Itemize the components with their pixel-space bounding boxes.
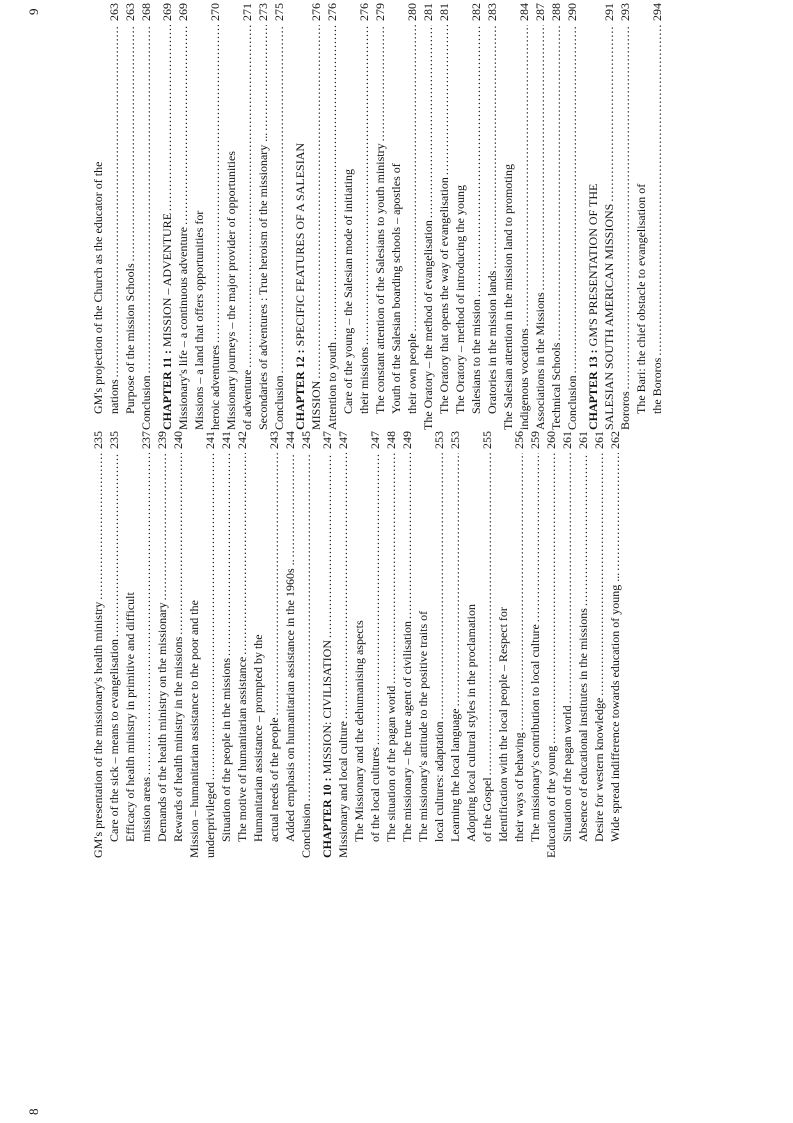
toc-entry-title: The missionary – the true agent of civilisation bbox=[400, 621, 414, 842]
dot-leader bbox=[308, 25, 324, 379]
toc-entry-title: GM's presentation of the missionary's health ministry bbox=[91, 601, 105, 858]
toc-entry-title: Adopting local cultural styles in the proclamation bbox=[464, 604, 478, 842]
toc-entry-title: MISSION bbox=[309, 380, 323, 430]
toc-entry-title: The motive of humanitarian assistance bbox=[235, 656, 249, 842]
dot-leader bbox=[154, 453, 170, 600]
dot-leader bbox=[404, 25, 420, 331]
dot-leader bbox=[282, 453, 298, 557]
toc-entry bbox=[175, 0, 191, 430]
toc-page-number: 288 bbox=[549, 3, 563, 21]
toc-entry-title: Identification with the local people – Respect for bbox=[496, 607, 510, 842]
dot-leader bbox=[207, 25, 223, 343]
toc-entry-title: Missionary and local culture bbox=[336, 721, 350, 858]
toc-entry-title: The Missionary and the dehumanising aspects bbox=[352, 620, 366, 842]
toc-entry bbox=[255, 0, 271, 430]
toc-entry bbox=[340, 0, 372, 430]
toc-page-number: 249 bbox=[400, 431, 414, 449]
toc-entry-title: the Bororos bbox=[650, 357, 664, 414]
toc-entry-title: The Oratory that opens the way of evangelisation bbox=[437, 177, 451, 414]
toc-entry-title: Conclusion bbox=[299, 803, 313, 858]
toc-entry bbox=[170, 423, 186, 858]
toc-entry-title: Education of the young bbox=[544, 745, 558, 858]
toc-page-number: 256 bbox=[512, 431, 526, 449]
toc-entry-title: The missionary's contribution to local culture bbox=[528, 624, 542, 842]
page-number-right: 9 bbox=[26, 8, 41, 15]
toc-entry bbox=[543, 423, 559, 858]
toc-page-number: 283 bbox=[485, 3, 499, 21]
toc-page-number: 282 bbox=[469, 3, 483, 21]
toc-entry-title: Situation of the pagan world bbox=[560, 705, 574, 842]
toc-entry-title: Absence of educational institutes in the missions bbox=[576, 608, 590, 842]
dot-leader bbox=[591, 453, 607, 696]
toc-entry-title: The Bari: the chief obstacle to evangelisation of bbox=[634, 183, 648, 414]
toc-page-number: 293 bbox=[618, 3, 632, 21]
dot-leader bbox=[516, 25, 532, 326]
dot-leader bbox=[170, 453, 186, 635]
toc-entry bbox=[90, 0, 122, 430]
toc-page-number: 241 bbox=[219, 431, 233, 449]
toc-entry bbox=[420, 0, 436, 430]
toc-page-number: 245 bbox=[299, 431, 313, 449]
toc-entry bbox=[122, 0, 138, 430]
toc-entry-title: Rewards of health ministry in the missions bbox=[171, 636, 185, 842]
toc-page-number: 269 bbox=[160, 3, 174, 21]
toc-page-number: 269 bbox=[176, 3, 190, 21]
toc-page-number: 237 bbox=[139, 431, 153, 449]
dot-leader bbox=[266, 453, 282, 715]
toc-entry-title: Learning the local language bbox=[448, 708, 462, 842]
toc-page-number: 261 bbox=[592, 431, 606, 449]
toc-entry bbox=[298, 423, 314, 858]
toc-entry-title: Conclusion bbox=[139, 375, 153, 430]
toc-entry bbox=[218, 423, 234, 858]
toc-page-number: 294 bbox=[650, 3, 664, 21]
toc-entry-title: Conclusion bbox=[272, 375, 286, 430]
toc-page-number: 259 bbox=[528, 431, 542, 449]
dot-leader bbox=[383, 453, 399, 684]
toc-page-number: 275 bbox=[272, 3, 286, 21]
toc-page-number: 276 bbox=[325, 3, 339, 21]
dot-leader bbox=[479, 453, 495, 775]
page-number-left: 8 bbox=[26, 1108, 41, 1115]
toc-entry bbox=[436, 0, 452, 430]
toc-chapter-heading bbox=[292, 0, 324, 430]
toc-entry bbox=[548, 0, 564, 430]
toc-entry-title: Salesians to the mission bbox=[469, 299, 483, 414]
toc-entry-title: Situation of the people in the missions bbox=[219, 658, 233, 842]
dot-leader bbox=[399, 453, 415, 619]
toc-entry bbox=[532, 0, 548, 430]
toc-entry-title: heroic adventures bbox=[208, 345, 222, 430]
toc-chapter-heading bbox=[159, 0, 175, 430]
toc-entry-title: CHAPTER 13 : GM'S PRESENTATION OF THE bbox=[586, 183, 600, 430]
toc-entry bbox=[106, 423, 122, 858]
toc-page-number: 247 bbox=[368, 431, 382, 449]
dot-leader bbox=[484, 25, 500, 269]
dot-leader bbox=[436, 25, 452, 175]
toc-entry-title: Demands of the health ministry on the missionary bbox=[155, 602, 169, 842]
toc-entry bbox=[234, 423, 250, 858]
toc-entry bbox=[324, 0, 340, 430]
dot-leader bbox=[122, 25, 138, 261]
toc-column-left bbox=[90, 423, 623, 858]
dot-leader bbox=[532, 25, 548, 290]
dot-leader bbox=[255, 25, 271, 131]
toc-entry-title: Missionary journeys – the major provider of opportunities bbox=[224, 151, 238, 430]
toc-entry-title: nations bbox=[107, 379, 121, 414]
dot-leader bbox=[138, 25, 154, 373]
dot-leader bbox=[298, 453, 314, 801]
toc-entry-title: Attention to youth bbox=[325, 342, 339, 430]
toc-page-number: 255 bbox=[480, 431, 494, 449]
chapter-label: CHAPTER 11 : bbox=[160, 346, 174, 430]
toc-entry bbox=[607, 423, 623, 858]
toc-entry bbox=[351, 423, 383, 858]
toc-page-number: 276 bbox=[357, 3, 371, 21]
dot-leader bbox=[601, 25, 617, 202]
toc-entry bbox=[399, 423, 415, 858]
toc-entry-title: Technical Schools bbox=[549, 342, 563, 430]
dot-leader bbox=[106, 25, 122, 377]
dot-leader bbox=[271, 25, 287, 373]
dot-leader bbox=[356, 25, 372, 345]
toc-entry-title: Mission – humanitarian assistance to the poor and the bbox=[187, 600, 201, 858]
toc-entry bbox=[282, 423, 298, 858]
dot-leader bbox=[319, 453, 335, 638]
dot-leader bbox=[106, 453, 122, 637]
dot-leader bbox=[202, 453, 218, 780]
toc-entry bbox=[372, 0, 388, 430]
toc-page-number: 280 bbox=[405, 3, 419, 21]
toc-entry bbox=[138, 0, 154, 430]
dot-leader bbox=[239, 25, 255, 368]
dot-leader bbox=[617, 25, 633, 389]
toc-page-number: 287 bbox=[533, 3, 547, 21]
toc-entry-title: Youth of the Salesian boarding schools – apostles of bbox=[389, 163, 403, 414]
toc-entry-title: The Oratory – method of introducing the young bbox=[453, 185, 467, 414]
dot-leader bbox=[367, 453, 383, 745]
toc-entry-title: Added emphasis on humanitarian assistance in the 1960s .. bbox=[283, 559, 297, 842]
toc-entry bbox=[617, 0, 633, 430]
toc-page-number: 276 bbox=[309, 3, 323, 21]
toc-entry bbox=[564, 0, 580, 430]
dot-leader bbox=[575, 453, 591, 606]
toc-page-number: 261 bbox=[576, 431, 590, 449]
toc-entry bbox=[335, 423, 351, 858]
dot-leader bbox=[175, 25, 191, 225]
toc-entry-title: local cultures: adaptation bbox=[432, 721, 446, 842]
toc-entry-title: actual needs of the people bbox=[267, 717, 281, 842]
toc-entry-title: Care of the sick – means to evangelisation bbox=[107, 639, 121, 842]
toc-page-number: 253 bbox=[432, 431, 446, 449]
toc-entry-title: indigenous vocations bbox=[517, 328, 531, 430]
dot-leader bbox=[527, 453, 543, 622]
toc-entry-title: underprivileged bbox=[203, 782, 217, 858]
toc-entry-title: mission areas bbox=[139, 777, 153, 842]
toc-page-number: 263 bbox=[107, 3, 121, 21]
toc-page-number: 243 bbox=[267, 431, 281, 449]
toc-page-number: 263 bbox=[123, 3, 137, 21]
toc-entry bbox=[388, 0, 420, 430]
toc-page-number: 242 bbox=[235, 431, 249, 449]
dot-leader bbox=[372, 25, 388, 141]
toc-entry bbox=[383, 423, 399, 858]
toc-page-number: 262 bbox=[608, 431, 622, 449]
toc-entry-title: their ways of behaving bbox=[512, 732, 526, 842]
dot-leader bbox=[234, 453, 250, 655]
toc-entry-title: Missionary's life – a continuous adventure bbox=[176, 226, 190, 430]
toc-entry-title: Desire for western knowledge bbox=[592, 697, 606, 842]
toc-chapter-heading bbox=[319, 423, 335, 858]
dot-leader bbox=[559, 453, 575, 703]
toc-page-number: 240 bbox=[171, 431, 185, 449]
toc-entry bbox=[527, 423, 543, 858]
toc-entry-title: Associations in the Missions bbox=[533, 292, 547, 430]
toc-page-number: 239 bbox=[155, 431, 169, 449]
toc-entry-title: of the Gospel bbox=[480, 777, 494, 842]
toc-page-number: 253 bbox=[448, 431, 462, 449]
dot-leader bbox=[447, 453, 463, 706]
toc-entry bbox=[447, 423, 463, 858]
toc-entry-title: Conclusion bbox=[565, 375, 579, 430]
toc-page-number: 290 bbox=[565, 3, 579, 21]
toc-entry-title: Oratories in the mission lands bbox=[485, 270, 499, 414]
dot-leader bbox=[90, 453, 106, 600]
toc-entry-title: of adventure bbox=[240, 369, 254, 430]
toc-entry-title: Efficacy of health ministry in primitive and difficult bbox=[123, 592, 137, 842]
toc-entry bbox=[559, 423, 575, 858]
toc-column-right bbox=[90, 0, 665, 430]
toc-entry-title: Secondaries of adventures : True heroism of the missionary ... bbox=[256, 132, 270, 430]
toc-page-number: 247 bbox=[336, 431, 350, 449]
toc-entry bbox=[633, 0, 665, 430]
toc-page-number: 284 bbox=[517, 3, 531, 21]
toc-entry-title: CHAPTER 11 : MISSION – ADVENTURE bbox=[160, 212, 174, 430]
toc-page-number: 271 bbox=[240, 3, 254, 21]
dot-leader bbox=[335, 453, 351, 719]
dot-leader bbox=[218, 453, 234, 656]
toc-page-number: 248 bbox=[384, 431, 398, 449]
toc-entry bbox=[500, 0, 532, 430]
toc-entry-title: Care of the young – the Salesian mode of initiating bbox=[341, 169, 355, 414]
toc-entry-title: The situation of the pagan world bbox=[384, 685, 398, 842]
toc-entry-title: Humanitarian assistance – prompted by the bbox=[251, 634, 265, 842]
toc-entry-title: Wide spread indifference towards education of young ... bbox=[608, 572, 622, 842]
toc-entry bbox=[191, 0, 223, 430]
toc-entry bbox=[463, 423, 495, 858]
toc-entry-title: their own people bbox=[405, 333, 419, 414]
toc-entry-title: The constant attention of the Salesians to youth ministry bbox=[373, 143, 387, 414]
dot-leader bbox=[649, 25, 665, 356]
toc-page-number: 279 bbox=[373, 3, 387, 21]
dot-leader bbox=[543, 453, 559, 744]
toc-chapter-heading bbox=[585, 0, 617, 430]
toc-page-number: 235 bbox=[91, 431, 105, 449]
toc-entry-title: The Salesian attention in the mission land to promoting bbox=[501, 164, 515, 430]
toc-entry bbox=[186, 423, 218, 858]
toc-entry bbox=[591, 423, 607, 858]
dot-leader bbox=[468, 25, 484, 297]
toc-entry bbox=[122, 423, 154, 858]
toc-page-number: 291 bbox=[602, 3, 616, 21]
chapter-label: CHAPTER 12 : bbox=[293, 346, 307, 430]
toc-entry bbox=[575, 423, 591, 858]
toc-page-number: 270 bbox=[208, 3, 222, 21]
chapter-label: CHAPTER 10 : bbox=[320, 774, 334, 858]
toc-entry-title: CHAPTER 12 : SPECIFIC FEATURES OF A SALESIAN bbox=[293, 142, 307, 430]
toc-page-number: 281 bbox=[437, 3, 451, 21]
toc-entry-title: The missionary's attitude to the positive traits of bbox=[416, 610, 430, 842]
toc-entry-title: Purpose of the mission Schools bbox=[123, 263, 137, 414]
toc-entry-title: their missions bbox=[357, 346, 371, 414]
dot-leader bbox=[324, 25, 340, 340]
toc-page-number: 241 bbox=[203, 431, 217, 449]
toc-entry bbox=[250, 423, 282, 858]
toc-entry bbox=[271, 0, 287, 430]
dot-leader bbox=[138, 453, 154, 775]
toc-page-number: 244 bbox=[283, 431, 297, 449]
dot-leader bbox=[511, 453, 527, 730]
dot-leader bbox=[548, 25, 564, 341]
toc-entry bbox=[415, 423, 447, 858]
toc-page-number: 261 bbox=[560, 431, 574, 449]
toc-entry bbox=[154, 423, 170, 858]
toc-entry bbox=[223, 0, 255, 430]
toc-entry-title: The Oratory – the method of evangelisation bbox=[421, 220, 435, 430]
toc-page-number: 260 bbox=[544, 431, 558, 449]
toc-entry bbox=[495, 423, 527, 858]
dot-leader bbox=[420, 25, 436, 218]
toc-entry-title: GM's projection of the Church as the educator of the bbox=[91, 161, 105, 414]
chapter-label: CHAPTER 13 : bbox=[586, 346, 600, 430]
toc-page-number: 235 bbox=[107, 431, 121, 449]
toc-entry bbox=[452, 0, 484, 430]
toc-page-number: 281 bbox=[421, 3, 435, 21]
toc-entry-title: CHAPTER 10 : MISSION: CIVILISATION bbox=[320, 639, 334, 858]
toc-entry-title: Bororos bbox=[618, 391, 632, 430]
toc-page-number: 273 bbox=[256, 3, 270, 21]
dot-leader bbox=[607, 453, 623, 571]
toc-page-number: 268 bbox=[139, 3, 153, 21]
toc-entry-title: of the local cultures bbox=[368, 747, 382, 842]
dot-leader bbox=[564, 25, 580, 373]
dot-leader bbox=[431, 453, 447, 719]
toc-page-number: 247 bbox=[320, 431, 334, 449]
dot-leader bbox=[159, 25, 175, 211]
toc-entry bbox=[484, 0, 500, 430]
toc-entry bbox=[90, 423, 106, 858]
toc-entry-title: SALESIAN SOUTH AMERICAN MISSIONS bbox=[602, 203, 616, 430]
toc-entry-title: Missions – a land that offers opportunities for bbox=[192, 210, 206, 430]
